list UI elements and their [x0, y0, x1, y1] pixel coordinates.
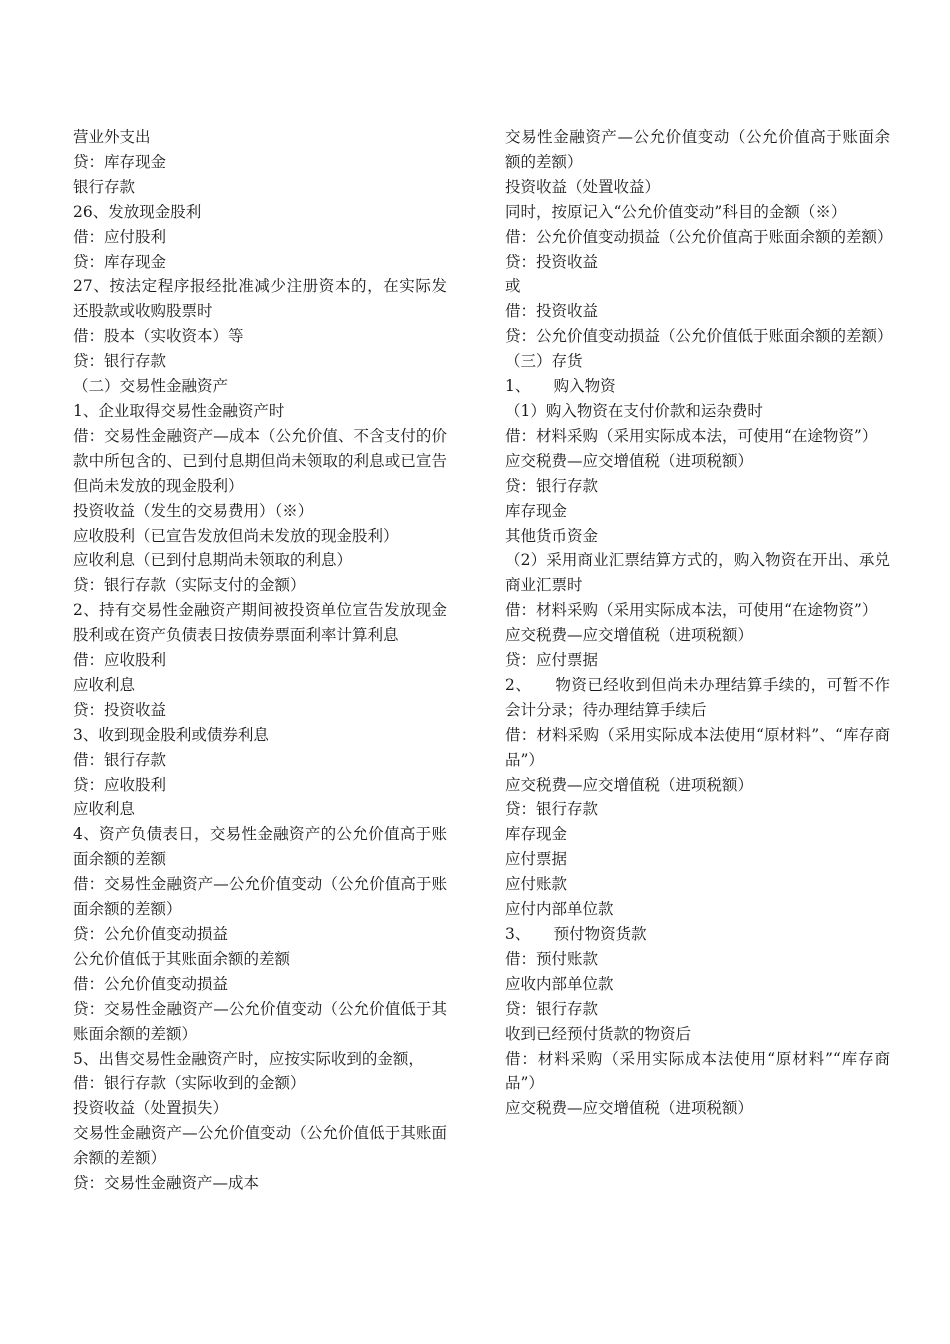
- text-line: 贷：库存现金: [73, 252, 167, 271]
- text-line: 3、收到现金股利或债券利息: [73, 725, 269, 744]
- text-line: 借：预付账款: [505, 949, 599, 968]
- text-line: 2、持有交易性金融资产期间被投资单位宣告发放现金股利或在资产负债表日按债券票面利率计算利息: [73, 601, 447, 645]
- text-line: 借：股本（实收资本）等: [73, 327, 244, 346]
- text-line: 应收股利（已宣告发放但尚未发放的现金股利）: [73, 526, 399, 545]
- text-line: 27、按法定程序报经批准减少注册资本的，在实际发还股款或收购股票时: [73, 277, 447, 321]
- text-line: 应交税费—应交增值税（进项税额）: [505, 1099, 754, 1118]
- text-line: 贷：交易性金融资产—成本: [73, 1174, 260, 1193]
- text-line: 贷：应付票据: [505, 651, 599, 670]
- text-line: 应交税费—应交增值税（进项税额）: [505, 775, 754, 794]
- text-line: 贷：投资收益: [505, 252, 599, 271]
- text-line: 投资收益（发生的交易费用）（※）: [73, 501, 314, 520]
- text-line: 营业外支出: [73, 128, 151, 146]
- text-line: 贷：银行存款（实际支付的金额）: [73, 576, 306, 595]
- text-line: 26、发放现金股利: [73, 202, 202, 221]
- text-line: 借：材料采购（采用实际成本法使用“原材料”、“库存商品”）: [505, 725, 890, 769]
- text-line: 其他货币资金: [505, 526, 599, 545]
- text-line: 应付票据: [505, 850, 568, 869]
- text-line: （二）交易性金融资产: [73, 377, 229, 396]
- text-line: 应交税费—应交增值税（进项税额）: [505, 451, 754, 470]
- text-line: 库存现金: [505, 501, 568, 520]
- text-line: 4、资产负债表日，交易性金融资产的公允价值高于账面余额的差额: [73, 825, 447, 869]
- text-line: 借：材料采购（采用实际成本法，可使用“在途物资”）: [505, 426, 878, 445]
- text-line: 借：应付股利: [73, 227, 167, 246]
- text-line: 1、企业取得交易性金融资产时: [73, 401, 285, 420]
- text-line: 借：银行存款（实际收到的金额）: [73, 1074, 306, 1093]
- text-line: 交易性金融资产—公允价值变动（公允价值低于其账面余额的差额）: [73, 1124, 447, 1168]
- text-line: 应收利息: [73, 800, 136, 819]
- text-line: 5、出售交易性金融资产时，应按实际收到的金额，: [73, 1049, 424, 1068]
- text-line: （三）存货: [505, 352, 583, 371]
- text-line: 收到已经预付货款的物资后: [505, 1024, 692, 1043]
- text-line: 贷：银行存款: [505, 800, 599, 819]
- text-line: 公允价值低于其账面余额的差额: [73, 949, 291, 968]
- text-line: 投资收益（处置损失）: [73, 1099, 229, 1118]
- text-line: 贷：银行存款: [505, 999, 599, 1018]
- text-line: 2、 物资已经收到但尚未办理结算手续的，可暂不作会计分录；待办理结算手续后: [505, 675, 890, 719]
- right-column: [505, 125, 893, 1121]
- text-line: 应交税费—应交增值税（进项税额）: [505, 626, 754, 645]
- text-line: 借：银行存款: [73, 750, 167, 769]
- text-line: 应付内部单位款: [505, 900, 614, 919]
- text-line: 借：交易性金融资产—成本（公允价值、不含支付的价款中所包含的、已到付息期但尚未领取的利息或已宣告但尚未发放的现金股利）: [73, 426, 447, 495]
- text-line: 借：材料采购（采用实际成本法使用“原材料”“库存商品”）: [505, 1049, 890, 1093]
- text-line: 借：材料采购（采用实际成本法，可使用“在途物资”）: [505, 601, 878, 620]
- text-line: 贷：应收股利: [73, 775, 167, 794]
- text-line: 交易性金融资产—公允价值变动（公允价值高于账面余额的差额）: [505, 128, 890, 171]
- text-line: 贷：公允价值变动损益（公允价值低于账面余额的差额）: [505, 327, 893, 346]
- text-line: 库存现金: [505, 825, 568, 844]
- text-line: 3、 预付物资货款: [505, 925, 647, 943]
- text-line: 贷：交易性金融资产—公允价值变动（公允价值低于其账面余额的差额）: [73, 999, 447, 1043]
- text-line: 贷：银行存款: [73, 352, 167, 371]
- text-line: （1）购入物资在支付价款和运杂费时: [505, 401, 763, 420]
- text-line: 应收内部单位款: [505, 974, 614, 993]
- text-line: 应收利息: [73, 675, 136, 694]
- text-line: 贷：银行存款: [505, 476, 599, 495]
- text-line: 借：交易性金融资产—公允价值变动（公允价值高于账面余额的差额）: [73, 875, 447, 919]
- text-line: 银行存款: [73, 177, 136, 196]
- left-column: [73, 125, 447, 1196]
- text-line: 应付账款: [505, 875, 568, 894]
- text-line: 投资收益（处置收益）: [505, 177, 661, 196]
- text-line: 应收利息（已到付息期尚未领取的利息）: [73, 551, 353, 570]
- text-line: 借：公允价值变动损益: [73, 974, 229, 993]
- text-line: 同时，按原记入“公允价值变动”科目的金额（※）: [505, 202, 847, 221]
- text-line: 借：公允价值变动损益（公允价值高于账面余额的差额）: [505, 227, 893, 246]
- text-line: 借：应收股利: [73, 651, 167, 670]
- text-line: 贷：投资收益: [73, 700, 167, 719]
- text-line: （2）采用商业汇票结算方式的，购入物资在开出、承兑商业汇票时: [505, 551, 890, 595]
- text-line: 或: [505, 277, 521, 296]
- text-line: 借：投资收益: [505, 302, 599, 321]
- text-line: 贷：库存现金: [73, 152, 167, 171]
- text-line: 1、 购入物资: [505, 377, 616, 396]
- text-line: 贷：公允价值变动损益: [73, 925, 229, 943]
